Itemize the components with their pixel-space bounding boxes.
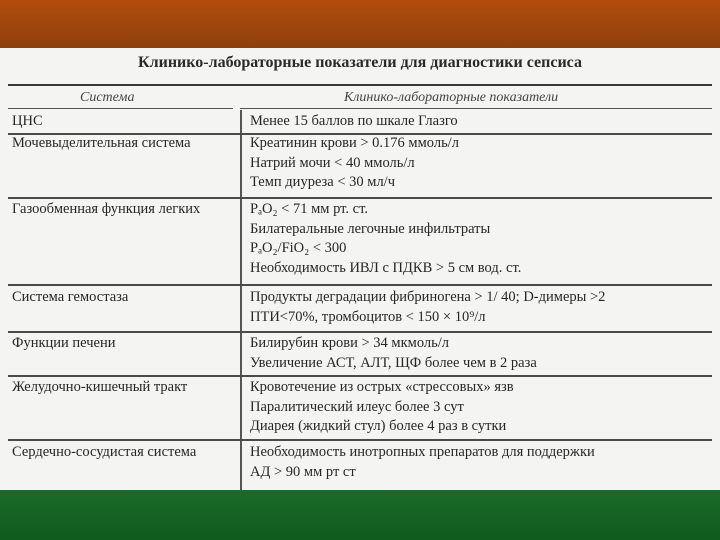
indicator-line: PₐO₂/FiO₂ < 300 xyxy=(250,240,347,256)
row-separator xyxy=(8,331,712,333)
indicator-line: Необходимость ИВЛ с ПДКВ > 5 см вод. ст. xyxy=(250,259,522,276)
indicator-line: Билатеральные легочные инфильтраты xyxy=(250,220,491,237)
indicator-line: Билирубин крови > 34 мкмоль/л xyxy=(250,335,449,351)
indicator-line: Натрий мочи < 40 ммоль/л xyxy=(250,154,415,171)
indicator-line: АД > 90 мм рт ст xyxy=(250,463,356,480)
system-cell: Система гемостаза xyxy=(12,289,129,305)
row-separator xyxy=(8,375,712,377)
indicator-line: PₐO₂ < 71 мм рт. ст. xyxy=(250,201,368,217)
header-rule-right xyxy=(240,108,712,109)
indicator-line: Продукты деградации фибриногена > 1/ 40; D-димеры >2 xyxy=(250,289,606,305)
table-title: Клинико-лабораторные показатели для диагностики сепсиса xyxy=(138,54,582,71)
row-separator xyxy=(8,439,712,441)
indicator-line: Увеличение АСТ, АЛТ, ЩФ более чем в 2 раза xyxy=(250,354,537,371)
indicators-cell xyxy=(250,112,718,132)
indicator-line: Необходимость инотропных препаратов для поддержки xyxy=(250,444,595,460)
system-cell: Желудочно-кишечный тракт xyxy=(12,379,188,395)
system-cell: ЦНС xyxy=(12,113,43,129)
system-cell: Газообменная функция легких xyxy=(12,201,201,217)
indicator-line: Диарея (жидкий стул) более 4 раз в сутки xyxy=(250,418,507,434)
row-separator xyxy=(8,197,712,199)
indicators-cell xyxy=(250,443,718,482)
indicators-cell xyxy=(250,334,718,373)
header-indicators: Клинико-лабораторные показатели xyxy=(344,90,559,105)
indicator-line: ПТИ<70%, тромбоцитов < 150 × 10⁹/л xyxy=(250,308,486,325)
top-rule xyxy=(8,84,712,86)
scanned-table-page xyxy=(0,48,720,490)
column-divider xyxy=(240,110,242,490)
indicators-cell xyxy=(250,200,718,278)
top-color-band xyxy=(0,0,720,48)
system-cell: Мочевыделительная система xyxy=(12,135,191,151)
bottom-color-band xyxy=(0,490,720,540)
indicator-line: Креатинин крови > 0.176 ммоль/л xyxy=(250,135,459,151)
header-rule-left xyxy=(8,108,233,109)
indicators-cell xyxy=(250,288,718,327)
indicator-line: Кровотечение из острых «стрессовых» язв xyxy=(250,379,514,395)
indicators-cell xyxy=(250,134,718,193)
system-cell: Сердечно-сосудистая система xyxy=(12,444,197,460)
indicator-line: Темп диуреза < 30 мл/ч xyxy=(250,174,395,190)
indicator-line: Менее 15 баллов по шкале Глазго xyxy=(250,113,458,129)
indicator-line: Паралитический илеус более 3 сут xyxy=(250,398,464,415)
indicators-cell xyxy=(250,378,718,437)
system-cell: Функции печени xyxy=(12,335,116,351)
row-separator xyxy=(8,284,712,286)
header-system: Система xyxy=(80,90,135,105)
